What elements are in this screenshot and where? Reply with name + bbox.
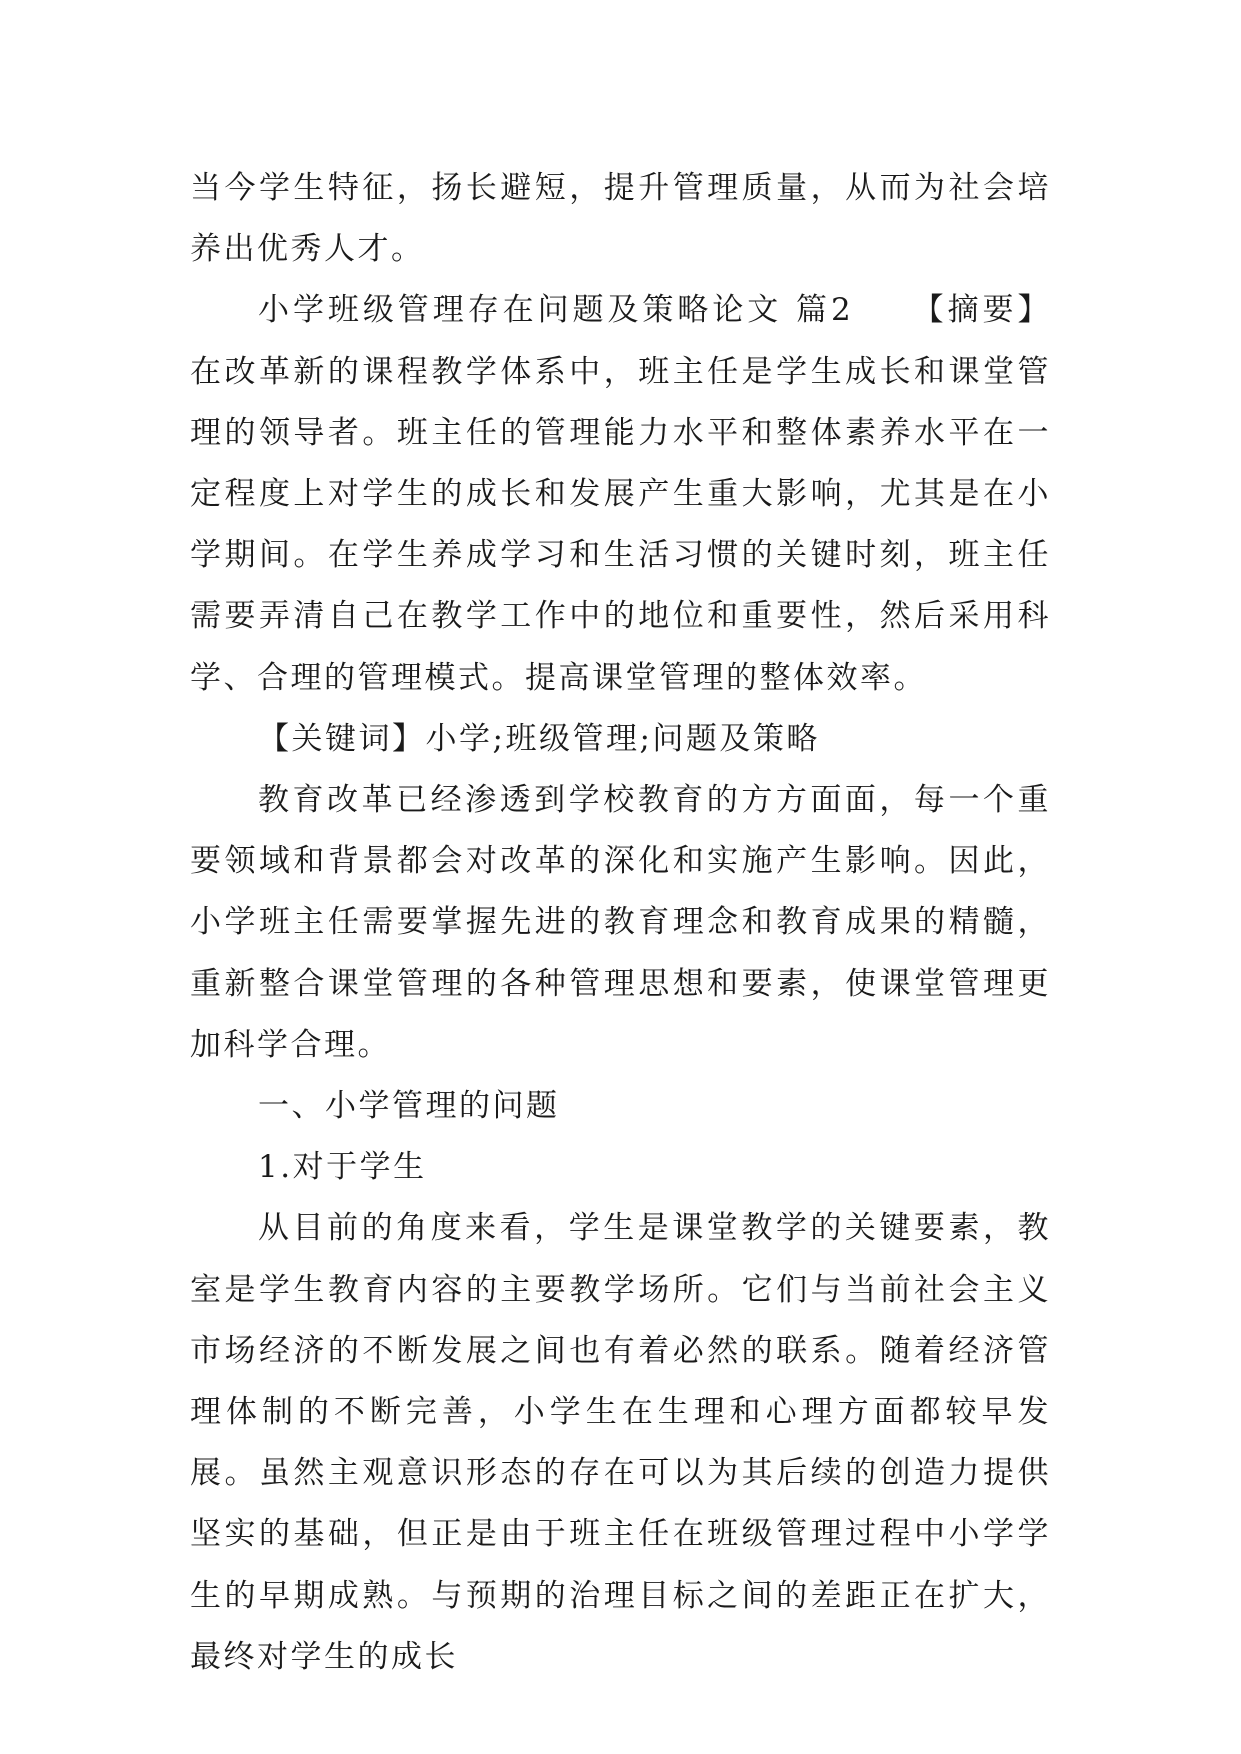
paragraph-keywords [190,709,1051,770]
article-heading: 小学班级管理存在问题及策略论文 篇2 [258,292,854,329]
paragraph-text: 从目前的角度来看，学生是课堂教学的关键要素，教室是学生教育内容的主要教学场所。它们与当前社会主义市场经济的不断发展之间也有着必然的联系。随着经济管理体制的不断完善，小学生在生理和心理方面都较早发展。虽然主观意识形态的存在可以为其后续的创造力提供坚实的基础，但正是由于班主任在班级管理过程中小学学生的早期成熟。与预期的治理目标之间的差距正在扩大，最终对学生的成长 [190,1210,1051,1675]
keywords-text: 【关键词】小学;班级管理;问题及策略 [258,720,820,757]
paragraph-body [190,1198,1051,1688]
paragraph-article-heading-and-abstract [190,280,1051,708]
subsection-heading-text: 1.对于学生 [258,1149,427,1186]
subsection-heading [190,1137,1051,1198]
document-body [190,158,1051,1688]
paragraph-text: 当今学生特征，扬长避短，提升管理质量，从而为社会培养出优秀人才。 [190,170,1051,268]
paragraph-text: 教育改革已经渗透到学校教育的方方面面，每一个重要领域和背景都会对改革的深化和实施产生影响。因此，小学班主任需要掌握先进的教育理念和教育成果的精髓，重新整合课堂管理的各种管理思想和要素，使课堂管理更加科学合理。 [190,782,1051,1063]
section-heading [190,1076,1051,1137]
paragraph-continuation [190,158,1051,280]
abstract-text: 【摘要】在改革新的课程教学体系中，班主任是学生成长和课堂管理的领导者。班主任的管理能力水平和整体素养水平在一定程度上对学生的成长和发展产生重大影响，尤其是在小学期间。在学生养成学习和生活习惯的关键时刻，班主任需要弄清自己在教学工作中的地位和重要性，然后采用科学、合理的管理模式。提高课堂管理的整体效率。 [190,292,1051,696]
section-heading-text: 一、小学管理的问题 [258,1088,560,1125]
paragraph-introduction [190,770,1051,1076]
